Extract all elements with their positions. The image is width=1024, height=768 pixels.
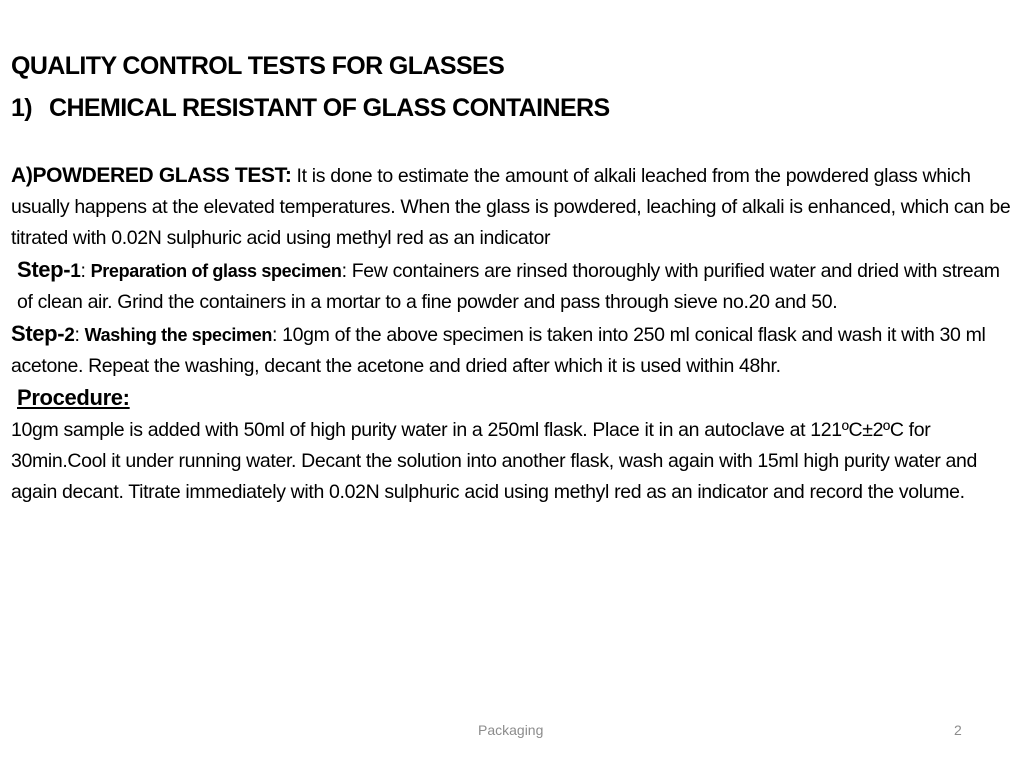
section-a-text: It is done to estimate the amount of alkali leached from the powdered glass which usually happens at the elevated temperatures. When the glass is powdered, leaching of alkali is enhanced, which can be titrated with 0.02N sulphuric acid using methyl red as an indicator: [11, 165, 1011, 249]
step1-text: : Few containers are rinsed thoroughly with purified water and dried with stream of clean air. Grind the containers in a mortar to a fine powder and pass through sieve no.20 and 50.: [17, 260, 1000, 313]
step2-paragraph: [11, 318, 1011, 382]
procedure-heading-line: [11, 382, 1011, 415]
step2-text: : 10gm of the above specimen is taken into 250 ml conical flask and wash it with 30 ml acetone. Repeat the washing, decant the acetone and dried after which it is used within 48hr.: [11, 324, 986, 377]
footer-label: Packaging: [478, 722, 544, 738]
step2-colon: :: [74, 324, 85, 346]
powdered-glass-test-paragraph: [11, 160, 1011, 254]
step1-label: Step-: [17, 257, 71, 282]
step2-label: Step-: [11, 321, 65, 346]
section-a-heading: A)POWDERED GLASS TEST:: [11, 164, 292, 187]
subtitle-number: 1): [11, 94, 33, 122]
step1-heading: Preparation of glass specimen: [90, 261, 342, 281]
step1-paragraph: [11, 254, 1011, 318]
slide-body: [11, 160, 1011, 508]
step2-number: 2: [64, 325, 75, 346]
page-number: 2: [954, 722, 962, 738]
step1-number: 1: [70, 261, 81, 282]
procedure-heading: Procedure:: [17, 385, 130, 410]
step2-heading: Washing the specimen: [84, 325, 272, 345]
subtitle-text: CHEMICAL RESISTANT OF GLASS CONTAINERS: [49, 94, 610, 122]
step1-colon: :: [80, 260, 91, 282]
procedure-paragraph: 10gm sample is added with 50ml of high purity water in a 250ml flask. Place it in an autoclave at 121ºC±2ºC for 30min.Cool it under running water. Decant the solution into another flask, wash again with 15ml high purity water and again decant. Titrate immediately with 0.02N sulphuric acid using methyl red as an indicator and record the volume.: [11, 419, 978, 503]
slide-subtitle: [11, 94, 610, 123]
slide-title: QUALITY CONTROL TESTS FOR GLASSES: [11, 52, 505, 80]
